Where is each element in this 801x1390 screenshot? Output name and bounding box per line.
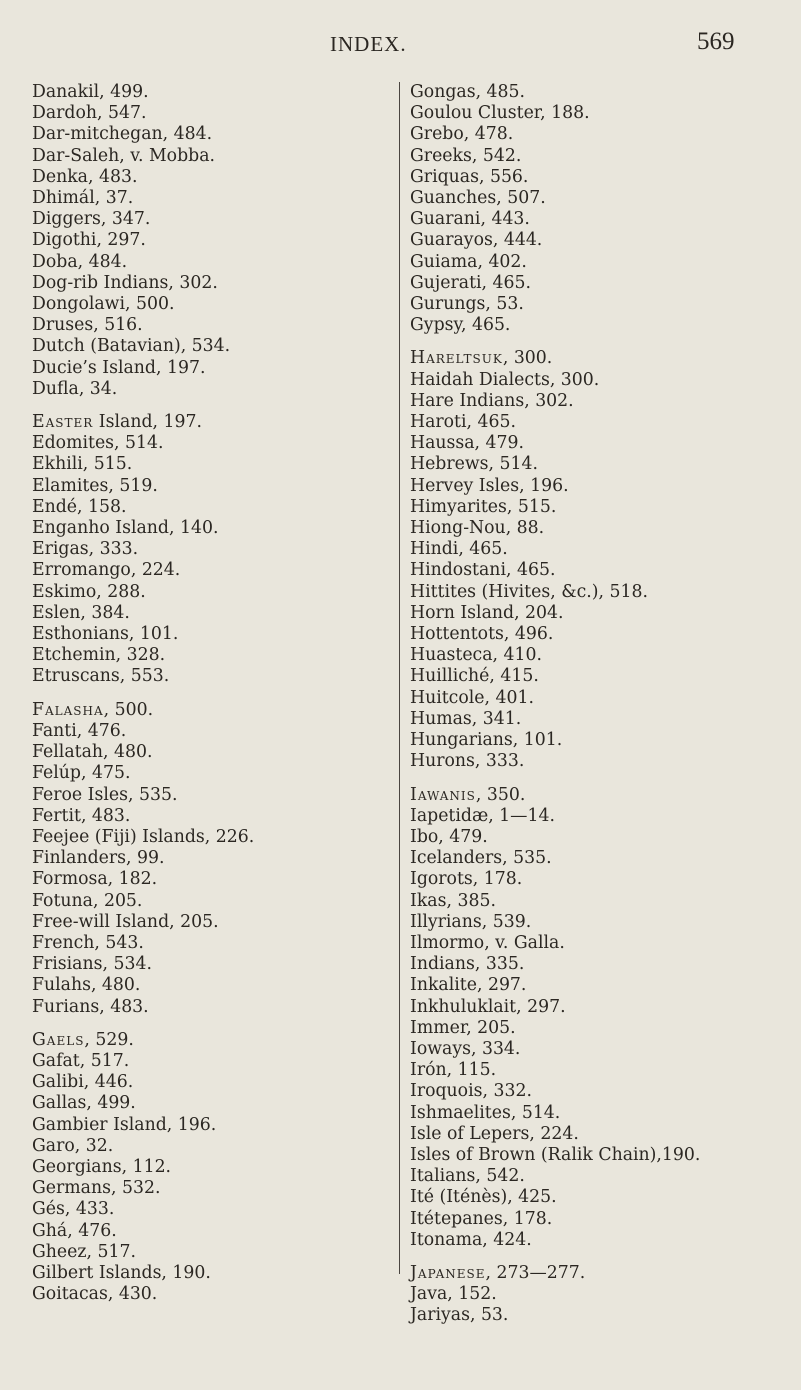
entry-text: Goulou Cluster, 188. [410,103,590,124]
entry-text: Danakil, 499. [32,82,149,102]
index-entry [32,336,382,357]
entry-text: Ikas, 385. [410,890,496,911]
entry-text: Edomites, 514. [32,433,164,454]
page-number: 569 [697,28,735,55]
index-entry [32,912,382,933]
index-entry [410,1103,795,1124]
entry-text: Digothi, 297. [32,230,146,251]
entry-text: Gambier Island, 196. [32,1114,217,1135]
section-head-word: Gaels [32,1029,85,1050]
entry-text: Dongolawi, 500. [32,294,175,315]
entry-text: Hittites (Hivites, &c.), 518. [410,581,648,602]
index-entry [32,700,382,721]
entry-text: Galibi, 446. [32,1072,134,1093]
entry-text: Hungarians, 101. [410,730,563,751]
entry-text: Garo, 32. [32,1135,114,1156]
index-entry [410,454,795,475]
entry-text: Erromango, 224. [32,560,181,581]
index-entry [32,1072,382,1093]
entry-text: , 300. [502,348,553,369]
entry-text: Etruscans, 553. [32,666,170,687]
section-head-word: Falasha [32,699,104,720]
index-entry [32,603,382,624]
index-entry [32,721,382,742]
entry-text: Guanches, 507. [410,188,546,209]
entry-text: Icelanders, 535. [410,848,552,869]
entry-text: Haussa, 479. [410,433,525,454]
index-entry [410,433,795,454]
entry-text: Gallas, 499. [32,1093,136,1114]
entry-text: Ghá, 476. [32,1220,117,1241]
index-entry [410,688,795,709]
entry-text: Druses, 516. [32,315,143,336]
index-entry [32,1051,382,1072]
index-entry [32,785,382,806]
index-entry [32,848,382,869]
entry-text: Ibo, 479. [410,826,488,847]
entry-text: Itonama, 424. [410,1229,532,1250]
index-entry [410,912,795,933]
entry-text: Eslen, 384. [32,602,130,623]
entry-text: Felúp, 475. [32,763,131,784]
entry-text: Frisians, 534. [32,954,152,975]
entry-text: Hebrews, 514. [410,454,538,475]
index-entry [32,230,382,251]
index-entry [32,806,382,827]
index-entry [410,582,795,603]
index-entry [410,294,795,315]
index-entry [32,433,382,454]
entry-text: Hurons, 333. [410,751,525,772]
index-entry [410,188,795,209]
entry-text: Immer, 205. [410,1017,516,1038]
entry-text: Ité (Iténès), 425. [410,1187,557,1208]
entry-text: Elamites, 519. [32,475,158,496]
index-entry [32,188,382,209]
index-entry [32,539,382,560]
entry-text: Etchemin, 328. [32,645,166,666]
index-entry [32,1263,382,1284]
index-entry [410,252,795,273]
entry-text: Diggers, 347. [32,209,151,230]
entry-text: Ekhili, 515. [32,454,133,475]
entry-text: Inkhuluklait, 297. [410,996,566,1017]
entry-text: Isle of Lepers, 224. [410,1123,579,1144]
index-entry [410,806,795,827]
index-entry [32,645,382,666]
entry-text: Erigas, 333. [32,539,139,560]
entry-text: Himyarites, 515. [410,496,557,517]
index-entry [410,539,795,560]
index-entry [410,1166,795,1187]
index-entry [32,124,382,145]
entry-text: Gheez, 517. [32,1241,136,1262]
running-header: INDEX. [330,32,407,56]
entry-text: Denka, 483. [32,166,138,187]
index-entry [32,763,382,784]
index-entry [32,1030,382,1051]
index-entry [32,742,382,763]
index-entry [410,1060,795,1081]
entry-text: Fellatah, 480. [32,742,153,763]
entry-text: Ioways, 334. [410,1038,521,1059]
entry-text: Dhimál, 37. [32,188,134,209]
index-entry [410,730,795,751]
entry-text: Gypsy, 465. [410,315,511,336]
entry-text: Furians, 483. [32,996,149,1017]
index-entry [410,997,795,1018]
entry-text: Island, 197. [93,412,202,433]
index-entry [32,252,382,273]
index-entry [32,518,382,539]
entry-text: Ishmaelites, 514. [410,1102,561,1123]
index-entry [410,391,795,412]
index-entry [32,146,382,167]
section-head-word: Easter [32,412,94,433]
index-entry [410,1145,795,1166]
index-entry [32,273,382,294]
index-entry [32,315,382,336]
entry-text: Dar-mitchegan, 484. [32,124,213,145]
index-entry [410,954,795,975]
index-entry [410,476,795,497]
index-entry [410,624,795,645]
entry-text: Fanti, 476. [32,720,127,741]
index-entry [32,997,382,1018]
entry-text: Huilliché, 415. [410,666,539,687]
entry-text: Endé, 158. [32,496,127,517]
index-entry [410,315,795,336]
entry-text: Fertit, 483. [32,805,131,826]
index-entry [410,560,795,581]
entry-text: Esthonians, 101. [32,624,179,645]
index-entry [32,954,382,975]
index-entry [32,1178,382,1199]
entry-text: Ilmormo, v. Galla. [410,932,565,953]
index-entry [32,476,382,497]
right-column [410,82,795,1327]
entry-text: Igorots, 178. [410,869,523,890]
index-entry [410,1230,795,1251]
entry-text: Georgians, 112. [32,1156,172,1177]
index-entry [410,124,795,145]
entry-text: Free-will Island, 205. [32,911,219,932]
index-entry [410,103,795,124]
index-entry [410,370,795,391]
entry-text: Gurungs, 53. [410,294,524,315]
section-head-word: Japanese [410,1262,486,1283]
index-entry [32,869,382,890]
entry-text: Illyrians, 539. [410,911,532,932]
entry-text: , 529. [84,1029,134,1050]
index-entry [410,518,795,539]
entry-text: Dardoh, 547. [32,103,147,124]
index-entry [32,454,382,475]
entry-text: Haroti, 465. [410,412,516,433]
index-entry [410,1124,795,1145]
left-column [32,82,382,1305]
index-entry [410,891,795,912]
index-entry [410,1284,795,1305]
entry-text: Guiama, 402. [410,251,527,272]
index-entry [410,273,795,294]
index-entry [32,1115,382,1136]
index-entry [32,103,382,124]
index-entry [410,230,795,251]
index-entry [32,358,382,379]
index-entry [410,1263,795,1284]
entry-text: Itétepanes, 178. [410,1208,553,1229]
index-entry [410,709,795,730]
entry-text: Gafat, 517. [32,1050,130,1071]
index-entry [32,167,382,188]
entry-text: French, 543. [32,932,144,953]
entry-text: Finlanders, 99. [32,848,165,869]
entry-text: Hiong-Nou, 88. [410,518,545,539]
index-entry [32,379,382,400]
index-entry [32,933,382,954]
index-entry [410,975,795,996]
entry-text: Dar-Saleh, v. Mobba. [32,145,215,166]
entry-text: Hervey Isles, 196. [410,475,569,496]
entry-text: Humas, 341. [410,708,522,729]
entry-text: Indians, 335. [410,954,525,975]
index-entry [32,1284,382,1305]
entry-text: Iapetidæ, 1—14. [410,805,555,826]
section-head-word: Iawanis [410,784,476,805]
entry-text: Gilbert Islands, 190. [32,1262,211,1283]
entry-text: Huitcole, 401. [410,687,534,708]
index-entry [32,666,382,687]
entry-text: Guarayos, 444. [410,230,543,251]
index-entry [32,624,382,645]
entry-text: Griquas, 556. [410,166,529,187]
index-entry [410,827,795,848]
index-entry [32,412,382,433]
index-entry [32,294,382,315]
index-entry [410,412,795,433]
index-entry [32,560,382,581]
index-entry [410,167,795,188]
entry-text: Dufla, 34. [32,378,118,399]
entry-text: Haidah Dialects, 300. [410,369,600,390]
index-entry [32,1136,382,1157]
entry-text: Iroquois, 332. [410,1081,532,1102]
entry-text: Isles of Brown (Ralik Chain),190. [410,1144,701,1165]
index-entry [410,1018,795,1039]
entry-text: Enganho Island, 140. [32,518,219,539]
index-entry [32,1221,382,1242]
entry-text: Java, 152. [410,1284,497,1305]
entry-text: Gés, 433. [32,1199,115,1220]
index-entry [410,785,795,806]
entry-text: , 500. [103,699,154,720]
column-divider [399,82,400,1274]
entry-text: Feroe Isles, 535. [32,784,178,805]
index-entry [32,1199,382,1220]
entry-text: Fotuna, 205. [32,890,143,911]
entry-text: Hottentots, 496. [410,624,554,645]
entry-text: Huasteca, 410. [410,645,542,666]
index-entry [410,645,795,666]
index-entry [410,348,795,369]
entry-text: Hindi, 465. [410,539,508,560]
entry-text: Jariyas, 53. [410,1305,509,1326]
entry-text: Italians, 542. [410,1166,525,1187]
entry-text: Hare Indians, 302. [410,390,574,411]
index-entry [410,848,795,869]
index-entry [410,1039,795,1060]
entry-text: Ducie’s Island, 197. [32,357,206,378]
entry-text: Inkalite, 297. [410,975,527,996]
index-entry [410,209,795,230]
index-entry [410,603,795,624]
entry-text: Dog-rib Indians, 302. [32,272,218,293]
index-entry [410,1187,795,1208]
entry-text: Dutch (Batavian), 534. [32,336,231,357]
index-entry [410,497,795,518]
index-entry [32,82,382,103]
entry-text: Germans, 532. [32,1178,161,1199]
entry-text: Irón, 115. [410,1060,497,1081]
entry-text: Fulahs, 480. [32,975,141,996]
entry-text: Eskimo, 288. [32,581,146,602]
index-entry [410,1209,795,1230]
entry-text: Feejee (Fiji) Islands, 226. [32,826,255,847]
index-entry [32,582,382,603]
entry-text: Formosa, 182. [32,869,158,890]
entry-text: Greeks, 542. [410,145,522,166]
index-entry [410,933,795,954]
entry-text: Gujerati, 465. [410,272,532,293]
entry-text: Doba, 484. [32,251,128,272]
index-entry [32,891,382,912]
index-entry [32,209,382,230]
index-entry [410,1081,795,1102]
index-entry [410,666,795,687]
entry-text: Horn Island, 204. [410,602,564,623]
index-entry [410,751,795,772]
entry-text: Hindostani, 465. [410,560,556,581]
index-entry [32,1157,382,1178]
index-entry [410,82,795,103]
entry-text: Guarani, 443. [410,209,530,230]
index-entry [410,1305,795,1326]
entry-text: , 350. [475,784,526,805]
entry-text: Grebo, 478. [410,124,514,145]
index-entry [32,827,382,848]
index-entry [32,1242,382,1263]
index-entry [410,869,795,890]
index-entry [32,1093,382,1114]
entry-text: Gongas, 485. [410,82,526,102]
entry-text: Goitacas, 430. [32,1284,158,1305]
index-entry [410,146,795,167]
entry-text: , 273—277. [485,1262,586,1283]
index-entry [32,497,382,518]
index-entry [32,975,382,996]
section-head-word: Hareltsuk [410,348,503,369]
